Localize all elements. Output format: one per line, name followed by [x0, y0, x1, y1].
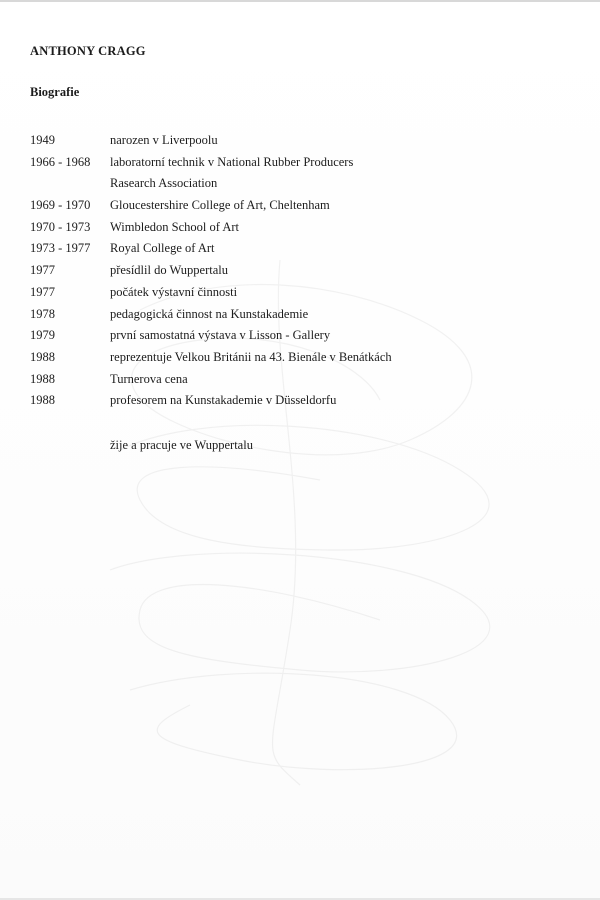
biography-text: laboratorní technik v National Rubber Producers — [110, 154, 354, 169]
biography-text: reprezentuje Velkou Británii na 43. Bienále v Benátkách — [110, 349, 392, 364]
biography-row — [30, 176, 570, 198]
closing-note: žije a pracuje ve Wuppertalu — [110, 438, 253, 452]
biography-year: 1966 - 1968 — [30, 154, 91, 169]
biography-text: pedagogická činnost na Kunstakademie — [110, 306, 309, 321]
biography-row — [30, 372, 570, 394]
biography-text: profesorem na Kunstakademie v Düsseldorfu — [110, 393, 337, 408]
biography-year: 1977 — [30, 263, 55, 278]
biography-row — [30, 241, 570, 263]
biography-year: 1978 — [30, 306, 55, 321]
biography-row — [30, 155, 570, 177]
biography-year: 1988 — [30, 393, 55, 408]
biography-row — [30, 350, 570, 372]
biography-row — [30, 307, 570, 329]
biography-text: první samostatná výstava v Lisson - Gallery — [110, 328, 331, 343]
page-top-edge — [0, 0, 600, 2]
biography-text: Wimbledon School of Art — [110, 219, 239, 234]
biography-row — [30, 133, 570, 155]
biography-text: počátek výstavní činnosti — [110, 284, 238, 299]
biography-text: Turnerova cena — [110, 371, 188, 386]
biography-row — [30, 220, 570, 242]
biography-year: 1979 — [30, 328, 55, 343]
biography-year: 1988 — [30, 371, 55, 386]
biography-text: Rasearch Association — [110, 176, 218, 191]
biography-text: Gloucestershire College of Art, Cheltenham — [110, 198, 330, 213]
biography-text: přesídlil do Wuppertalu — [110, 263, 228, 278]
biography-row — [30, 393, 570, 415]
biography-row — [30, 285, 570, 307]
biography-text: narozen v Liverpoolu — [110, 133, 218, 147]
biography-year: 1969 - 1970 — [30, 198, 91, 213]
author-name: ANTHONY CRAGG — [30, 44, 146, 58]
biography-row — [30, 263, 570, 285]
biography-text: Royal College of Art — [110, 241, 215, 256]
section-title: Biografie — [30, 85, 80, 99]
biography-list — [30, 133, 570, 415]
biography-year: 1970 - 1973 — [30, 219, 91, 234]
biography-year: 1973 - 1977 — [30, 241, 91, 256]
biography-year: 1988 — [30, 349, 55, 364]
biography-year: 1977 — [30, 284, 55, 299]
biography-year: 1949 — [30, 133, 55, 147]
biography-row — [30, 198, 570, 220]
biography-row — [30, 328, 570, 350]
